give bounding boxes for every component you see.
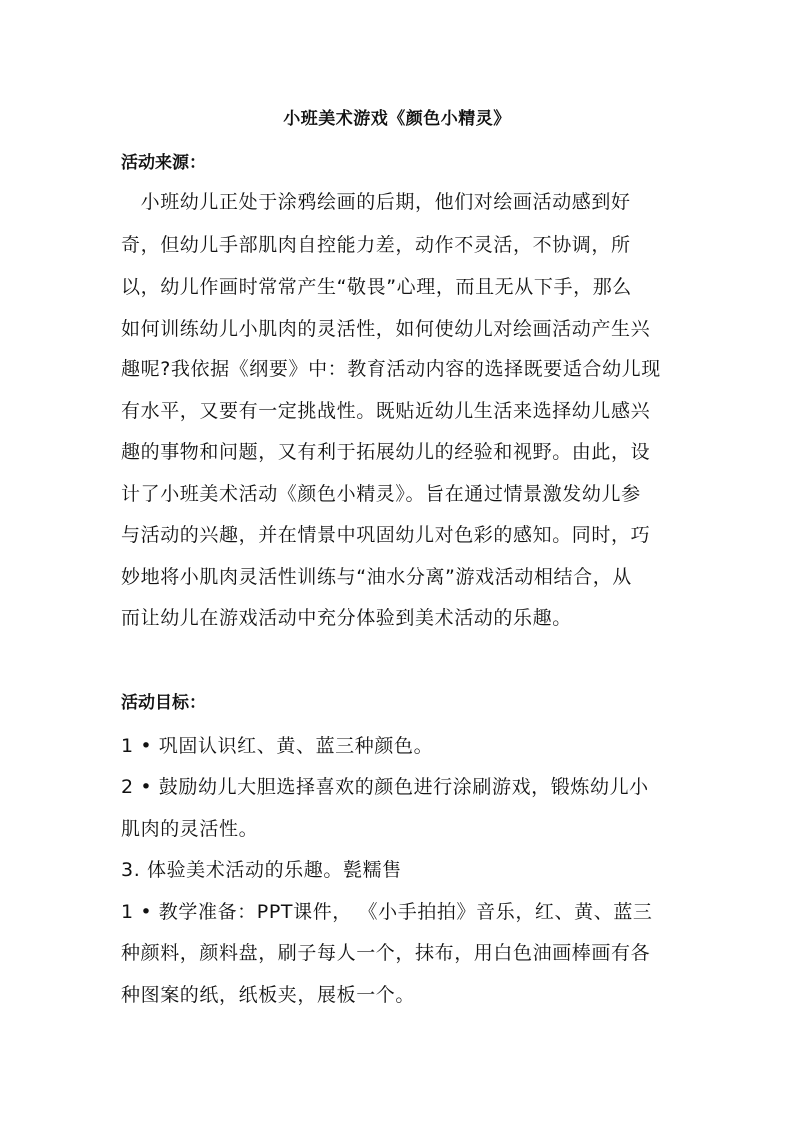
goal-line: 1 • 巩固认识红、黄、蓝三种颜色。: [121, 735, 434, 757]
goal-line: 种颜料，颜料盘，刷子每人一个，抹布，用白色油画棒画有各: [121, 942, 651, 964]
paragraph-line: 与活动的兴趣，并在情景中巩固幼儿对色彩的感知。同时，巧: [121, 524, 651, 546]
section-heading-goals: 活动目标：: [121, 693, 206, 713]
paragraph-line: 奇，但幼儿手部肌肉自控能力差，动作不灵活，不协调，所: [121, 234, 631, 256]
goal-line: 种图案的纸，纸板夹，展板一个。: [121, 984, 416, 1006]
paragraph-line: 趣呢?我依据《纲要》中：教育活动内容的选择既要适合幼儿现: [121, 358, 661, 380]
paragraph-line: 趣的事物和问题，又有利于拓展幼儿的经验和视野。由此，设: [121, 441, 651, 463]
goal-line: 1 • 教学准备：PPT课件， 《小手拍拍》音乐，红、黄、蓝三: [121, 901, 653, 923]
document-title: 小班美术游戏《颜色小精灵》: [283, 109, 511, 129]
goal-line: 2 • 鼓励幼儿大胆选择喜欢的颜色进行涂刷游戏，锻炼幼儿小: [121, 776, 649, 798]
goal-line: 肌肉的灵活性。: [121, 818, 259, 840]
paragraph-line: 而让幼儿在游戏活动中充分体验到美术活动的乐趣。: [121, 607, 572, 629]
paragraph-line: 妙地将小肌肉灵活性训练与“油水分离”游戏活动相结合，从: [121, 566, 632, 588]
goal-line: 3. 体验美术活动的乐趣。甏糯售: [121, 859, 402, 881]
paragraph-line: 小班幼儿正处于涂鸦绘画的后期，他们对绘画活动感到好: [121, 191, 631, 213]
paragraph-line: 计了小班美术活动《颜色小精灵》。旨在通过情景激发幼儿参: [121, 483, 641, 505]
paragraph-line: 如何训练幼儿小肌肉的灵活性，如何使幼儿对绘画活动产生兴: [121, 318, 651, 340]
paragraph-line: 以，幼儿作画时常常产生“敬畏”心理，而且无从下手，那么: [121, 276, 632, 298]
paragraph-line: 有水平，又要有一定挑战性。既贴近幼儿生活来选择幼儿感兴: [121, 400, 651, 422]
section-heading-source: 活动来源：: [121, 153, 206, 173]
